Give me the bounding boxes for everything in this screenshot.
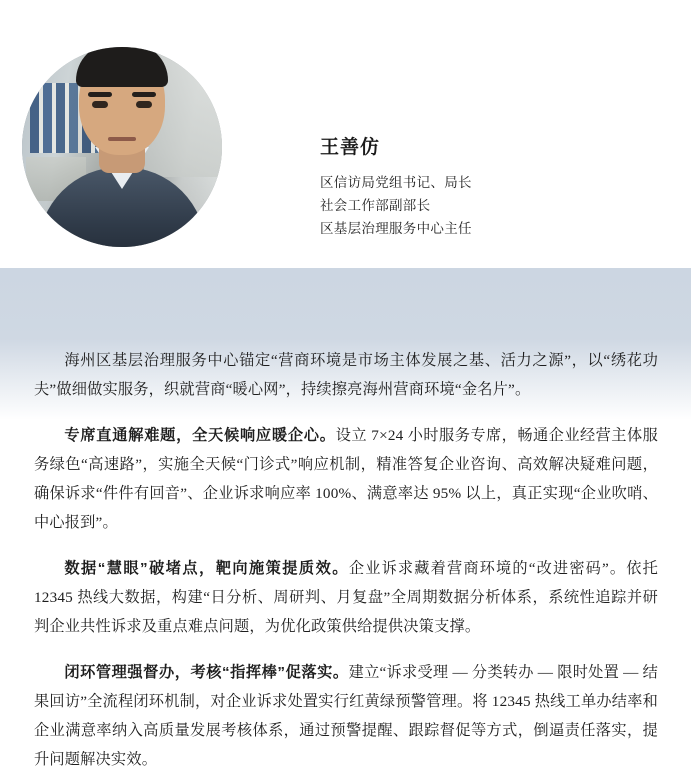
portrait-photo: [22, 47, 222, 247]
person-eye-left: [92, 101, 108, 108]
paragraph-3-lead: 数据“慧眼”破堵点，靶向施策提质效。: [64, 560, 349, 577]
paragraph-3-text: 企业诉求藏着营商环境的“改进密码”。依托 12345 热线大数据，构建“日分析、周研判、月复盘”全周期数据分析体系，系统性追踪并研判企业共性诉求及重点难点问题，为优化政策供给提供决策支撑。: [34, 560, 659, 635]
person-eyebrow-right: [132, 92, 156, 97]
person-eye-right: [136, 101, 152, 108]
portrait-background: [22, 47, 222, 247]
article-body: [34, 346, 658, 774]
person-mouth: [108, 137, 136, 141]
profile-name: 王善仿: [320, 137, 381, 158]
profile-header: [0, 0, 691, 268]
article-panel: [0, 268, 691, 775]
profile-info: [320, 132, 472, 240]
profile-title-3: 区基层治理服务中心主任: [320, 221, 472, 236]
person-hair: [76, 47, 168, 87]
paragraph-2: [34, 421, 658, 537]
person-eyebrow-left: [88, 92, 112, 97]
paragraph-3: [34, 554, 658, 641]
paragraph-1-text: 海州区基层治理服务中心锚定“营商环境是市场主体发展之基、活力之源”，以“绣花功夫”做细做实服务，织就营商“暖心网”，持续擦亮海州营商环境“金名片”。: [34, 352, 658, 398]
paragraph-2-lead: 专席直通解难题，全天候响应暖企心。: [64, 427, 336, 444]
paragraph-4-text: 建立“诉求受理 — 分类转办 — 限时处置 — 结果回访”全流程闭环机制，对企业诉求处置实行红黄绿预警管理。将 12345 热线工单办结率和企业满意率纳入高质量发展考核体系，通过预警提醒、跟踪督促等方式，倒逼责任落实，提升问题解决实效。: [34, 664, 658, 768]
paragraph-1: [34, 346, 658, 404]
paragraph-2-text: 设立 7×24 小时服务专席，畅通企业经营主体服务绿色“高速路”，实施全天候“门诊式”响应机制，精准答复企业咨询、高效解决疑难问题，确保诉求“件件有回音”、企业诉求响应率 100%、满意率达 95% 以上，真正实现“企业吹哨、中心报到”。: [34, 427, 659, 531]
paragraph-4-lead: 闭环管理强督办，考核“指挥棒”促落实。: [64, 664, 349, 681]
profile-title-1: 区信访局党组书记、局长: [320, 175, 472, 190]
profile-title-2: 社会工作部副部长: [320, 198, 431, 213]
paragraph-4: [34, 658, 658, 774]
